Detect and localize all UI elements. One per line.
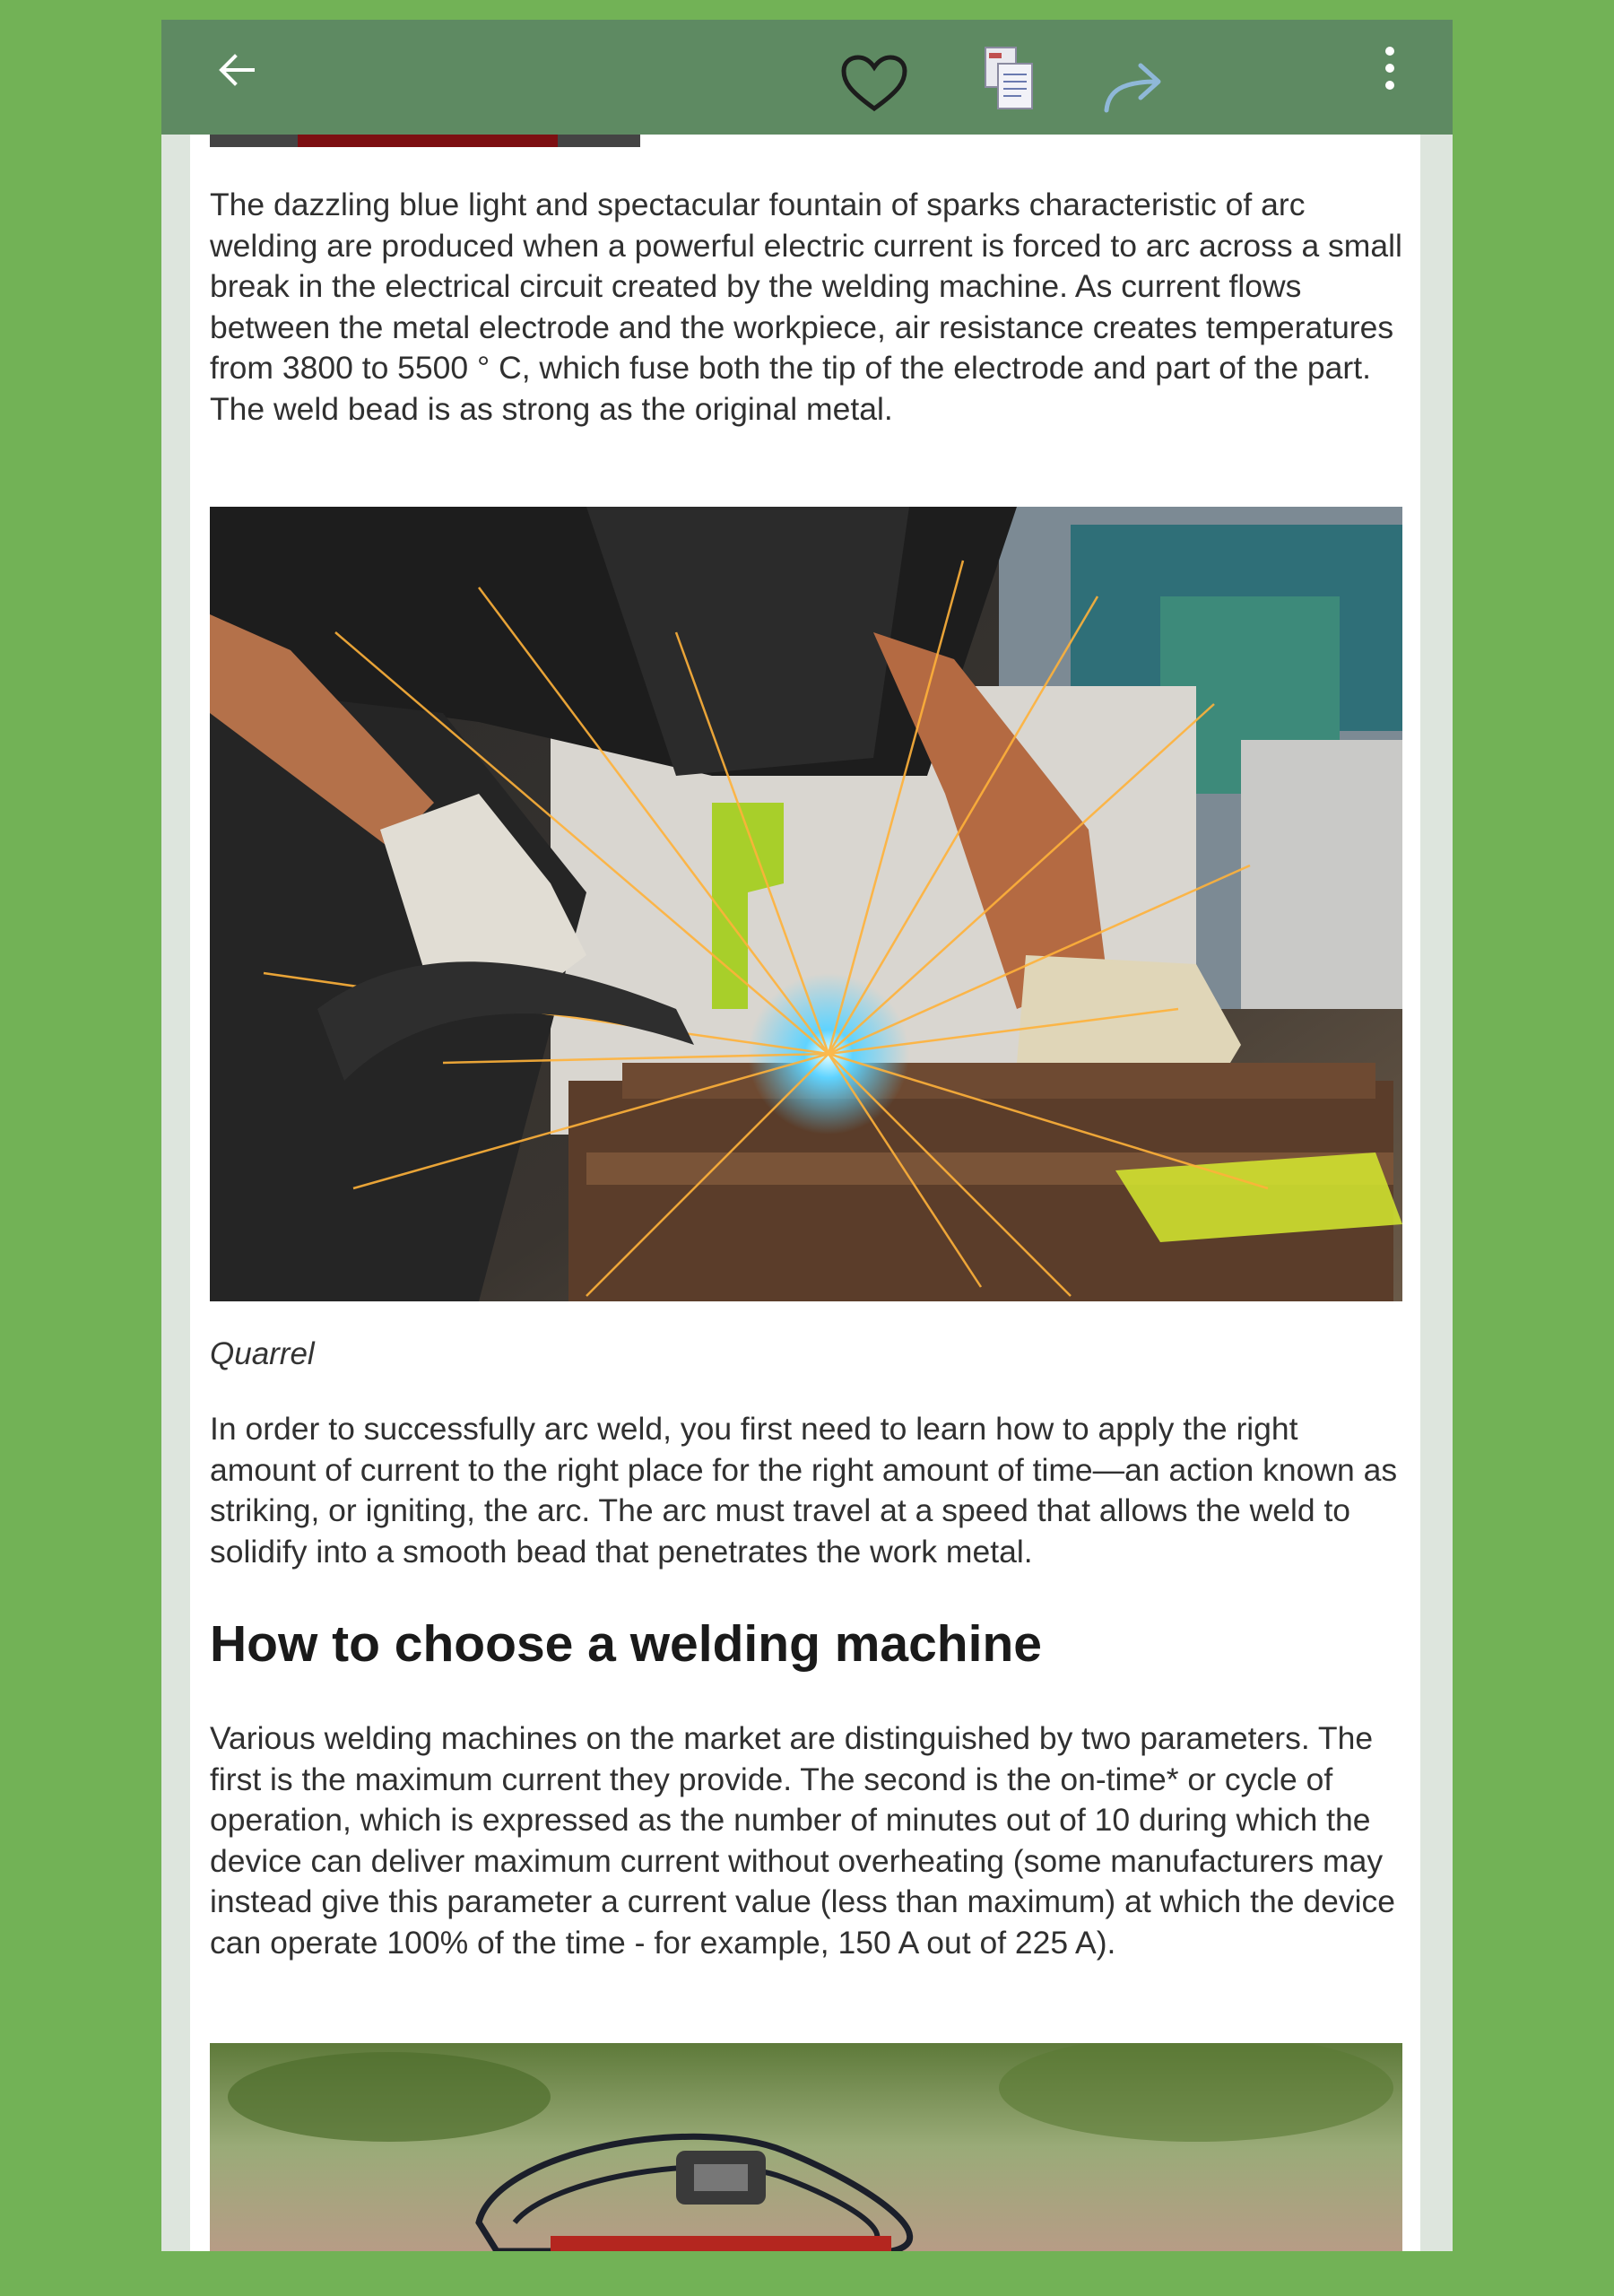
- arrow-left-icon[interactable]: [208, 45, 265, 95]
- article-content: [190, 135, 1420, 2251]
- welding-machine-photo: [210, 2043, 1402, 2251]
- section-heading: How to choose a welding machine: [210, 1615, 1042, 1673]
- copy-document-icon[interactable]: [977, 38, 1040, 118]
- article-paragraph: The dazzling blue light and spectacular fountain of sparks characteristic of arc welding are produced when a powerful electric current is forced to arc across a small break in the electrical circuit created by the welding machine. As current flows between the metal electrode and the workpiece, air resistance creates temperatures from 3800 to 5500 ° C, which fuse both the tip of the electrode and part of the part. The weld bead is as strong as the original metal.: [210, 187, 1402, 427]
- top-toolbar: [161, 20, 1453, 135]
- welding-photo: [210, 507, 1402, 1301]
- app-window: [161, 20, 1453, 2251]
- heart-outline-icon[interactable]: [838, 50, 910, 118]
- share-forward-icon[interactable]: [1098, 54, 1170, 120]
- article-paragraph: Various welding machines on the market are distinguished by two parameters. The first is the maximum current they provide. The second is the on-time* or cycle of operation, which is expressed as the number of minutes out of 10 during which the device can deliver maximum current without overheating (some manufacturers may instead give this parameter a current value (less than maximum) at which the device can operate 100% of the time - for example, 150 A out of 225 A).: [210, 1720, 1395, 1961]
- previous-image-bottom: [210, 135, 640, 147]
- article-paragraph: In order to successfully arc weld, you first need to learn how to apply the right amount of current to the right place for the right amount of time—an action known as striking, or igniting, the arc. The arc must travel at a speed that allows the weld to solidify into a smooth bead that penetrates the work metal.: [210, 1411, 1398, 1570]
- image-caption: Quarrel: [210, 1336, 315, 1371]
- more-vertical-icon[interactable]: [1372, 32, 1408, 104]
